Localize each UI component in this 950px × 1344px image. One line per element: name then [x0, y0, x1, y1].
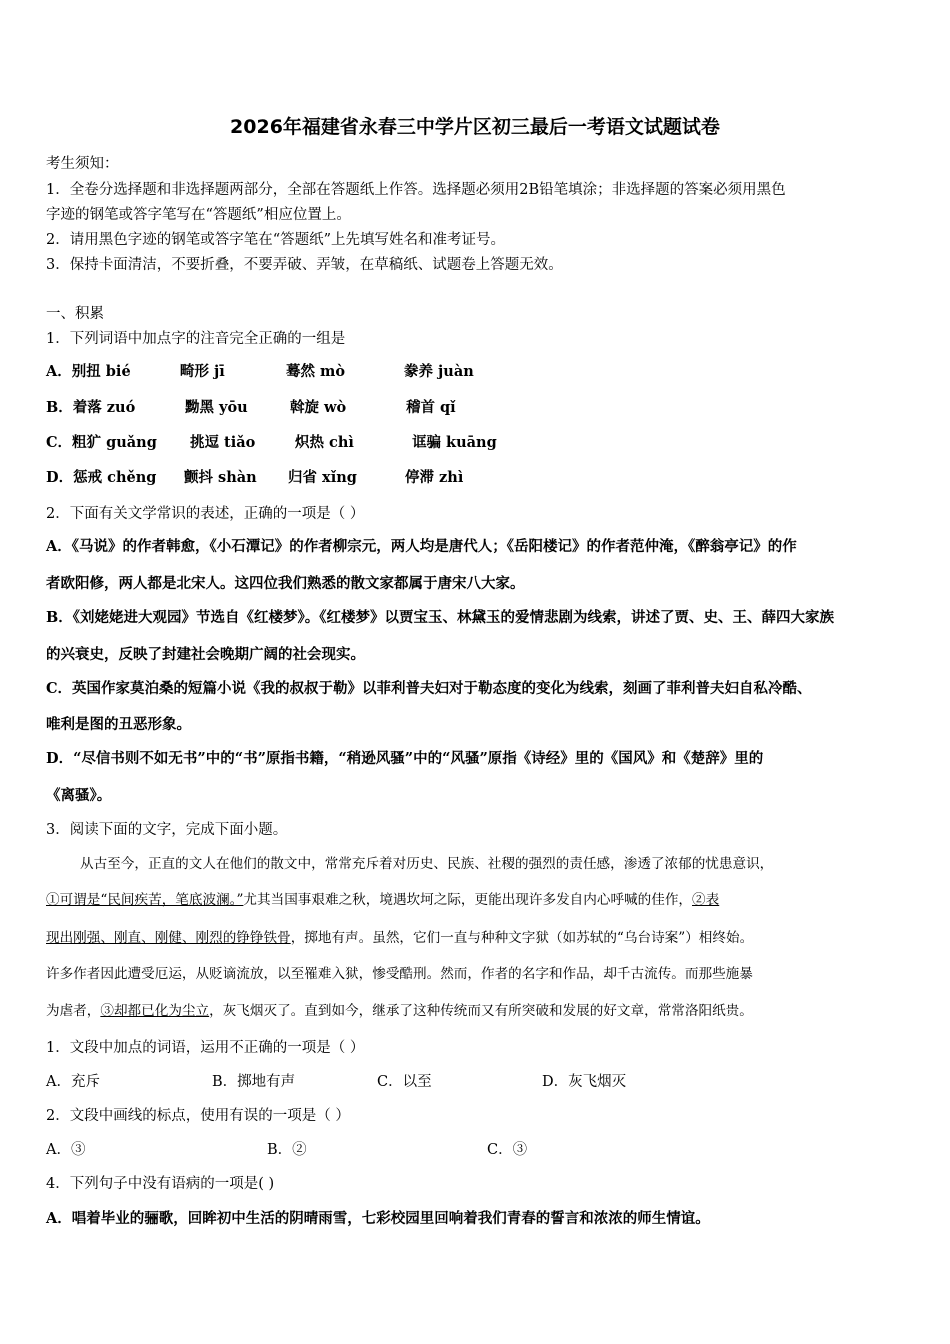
q2-option-b-2: 的兴衰史，反映了封建社会晚期广阔的社会现实。 — [46, 646, 365, 663]
q1-option-a-1: A．别扭 bié — [46, 363, 131, 380]
q3-sub2-stem: 2．文段中画线的标点，使用有误的一项是（ ） — [46, 1108, 350, 1124]
q1-option-d-3: 归省 xǐng — [288, 469, 357, 486]
q3-sub1-option-d: D．灰飞烟灭 — [542, 1074, 627, 1090]
passage-underline-2b: 现出刚强、刚直、刚健、刚烈的铮铮铁骨 — [46, 930, 291, 946]
q1-option-c-3: 炽热 chì — [295, 434, 354, 451]
q1-option-b-1: B．着落 zuó — [46, 399, 136, 416]
passage-text-3: ，掷地有声。虽然，它们一直与种种文字狱（如苏轼的“乌台诗案”）相终始。 — [290, 930, 754, 946]
notice-line-1b: 字迹的钢笔或答字笔写在“答题纸”相应位置上。 — [46, 207, 351, 223]
q1-option-d-2: 颤抖 shàn — [184, 469, 257, 486]
q1-option-c-1: C．粗犷 guǎng — [46, 434, 157, 451]
passage-underline-3: ③却都已化为尘立 — [100, 1003, 210, 1019]
q1-option-c-4: 诓骗 kuāng — [412, 434, 497, 451]
notice-line-2: 2．请用黑色字迹的钢笔或答字笔在“答题纸”上先填写姓名和准考证号。 — [46, 232, 506, 248]
passage-line-5 — [46, 999, 916, 1019]
passage-text-5a: 为虐者， — [46, 1003, 101, 1019]
q2-stem: 2．下面有关文学常识的表述，正确的一项是（ ） — [46, 506, 365, 522]
passage-underline-1: ①可谓是“民间疾苦，笔底波澜。” — [46, 892, 244, 908]
q1-option-b-2: 黝黑 yōu — [185, 399, 248, 416]
page-title: 2026年福建省永春三中学片区初三最后一考语文试题试卷 — [230, 116, 720, 138]
q1-option-b-4: 稽首 qǐ — [406, 399, 456, 416]
q3-sub2-option-b: B．② — [267, 1142, 307, 1158]
passage-line-3 — [46, 926, 916, 946]
q3-sub2-option-c: C．③ — [487, 1142, 528, 1158]
passage-text-5b: ，灰飞烟灭了。直到如今，继承了这种传统而又有所突破和发展的好文章，常常洛阳纸贵。 — [209, 1003, 753, 1019]
section-heading: 一、积累 — [46, 306, 104, 322]
q1-option-d-1: D．惩戒 chěng — [46, 469, 157, 486]
passage-line-2 — [46, 888, 916, 908]
q4-option-a: A．唱着毕业的骊歌，回眸初中生活的阴晴雨雪，七彩校园里回响着我们青春的誓言和浓浓的师生情谊。 — [46, 1210, 710, 1227]
q2-option-d-2: 《离骚》。 — [46, 787, 112, 804]
q3-sub2-option-a: A．③ — [46, 1142, 86, 1158]
q1-option-a-2: 畸形 jī — [180, 363, 225, 380]
q3-sub1-option-b: B．掷地有声 — [212, 1074, 296, 1090]
passage-text-2: 尤其当国事艰难之秋，境遇坎坷之际，更能出现许多发自内心呼喊的佳作， — [243, 892, 693, 908]
q2-option-a-1: A．《马说》的作者韩愈，《小石潭记》的作者柳宗元，两人均是唐代人；《岳阳楼记》的作者范仲淹，《醉翁亭记》的作 — [46, 538, 797, 555]
q1-stem: 1．下列词语中加点字的注音完全正确的一组是 — [46, 331, 346, 347]
notice-line-1a: 1．全卷分选择题和非选择题两部分，全部在答题纸上作答。选择题必须用2B铅笔填涂；非选择题的答案必须用黑色 — [46, 182, 786, 198]
q3-sub1-option-c: C．以至 — [377, 1074, 432, 1090]
passage-underline-2: ②表 — [692, 892, 720, 908]
q1-option-c-2: 挑逗 tiǎo — [190, 434, 256, 451]
q1-option-a-3: 蓦然 mò — [286, 363, 346, 380]
passage-line-1: 从古至今，正直的文人在他们的散文中，常常充斥着对历史、民族、社稷的强烈的责任感，渗透了浓郁的忧患意识， — [80, 856, 774, 872]
q4-stem: 4．下列句子中没有语病的一项是( ) — [46, 1176, 275, 1192]
notice-heading: 考生须知： — [46, 156, 119, 172]
q1-option-a-4: 豢养 juàn — [404, 363, 474, 380]
q3-sub1-stem: 1．文段中加点的词语，运用不正确的一项是（ ） — [46, 1040, 365, 1056]
q2-option-c-2: 唯利是图的丑恶形象。 — [46, 716, 191, 733]
q1-option-b-3: 斡旋 wò — [290, 399, 347, 416]
q2-option-b-1: B．《刘姥姥进大观园》节选自《红楼梦》。《红楼梦》以贾宝玉、林黛玉的爱情悲剧为线索，讲述了贾、史、王、薛四大家族 — [46, 609, 835, 626]
q1-option-d-4: 停滞 zhì — [405, 469, 464, 486]
q2-option-a-2: 者欧阳修，两人都是北宋人。这四位我们熟悉的散文家都属于唐宋八大家。 — [46, 575, 525, 592]
q3-stem: 3．阅读下面的文字，完成下面小题。 — [46, 822, 288, 838]
passage-line-4: 许多作者因此遭受厄运，从贬谪流放，以至罹难入狱，惨受酷刑。然而，作者的名字和作品，却千古流传。而那些施暴 — [46, 966, 753, 982]
q2-option-c-1: C．英国作家莫泊桑的短篇小说《我的叔叔于勒》以菲利普夫妇对于勒态度的变化为线索，刻画了菲利普夫妇自私冷酷、 — [46, 680, 812, 697]
q2-option-d-1: D．“尽信书则不如无书”中的“书”原指书籍，“稍逊风骚”中的“风骚”原指《诗经》里的《国风》和《楚辞》里的 — [46, 750, 764, 767]
notice-line-3: 3．保持卡面清洁，不要折叠，不要弄破、弄皱，在草稿纸、试题卷上答题无效。 — [46, 257, 563, 273]
q3-sub1-option-a: A．充斥 — [46, 1074, 100, 1090]
